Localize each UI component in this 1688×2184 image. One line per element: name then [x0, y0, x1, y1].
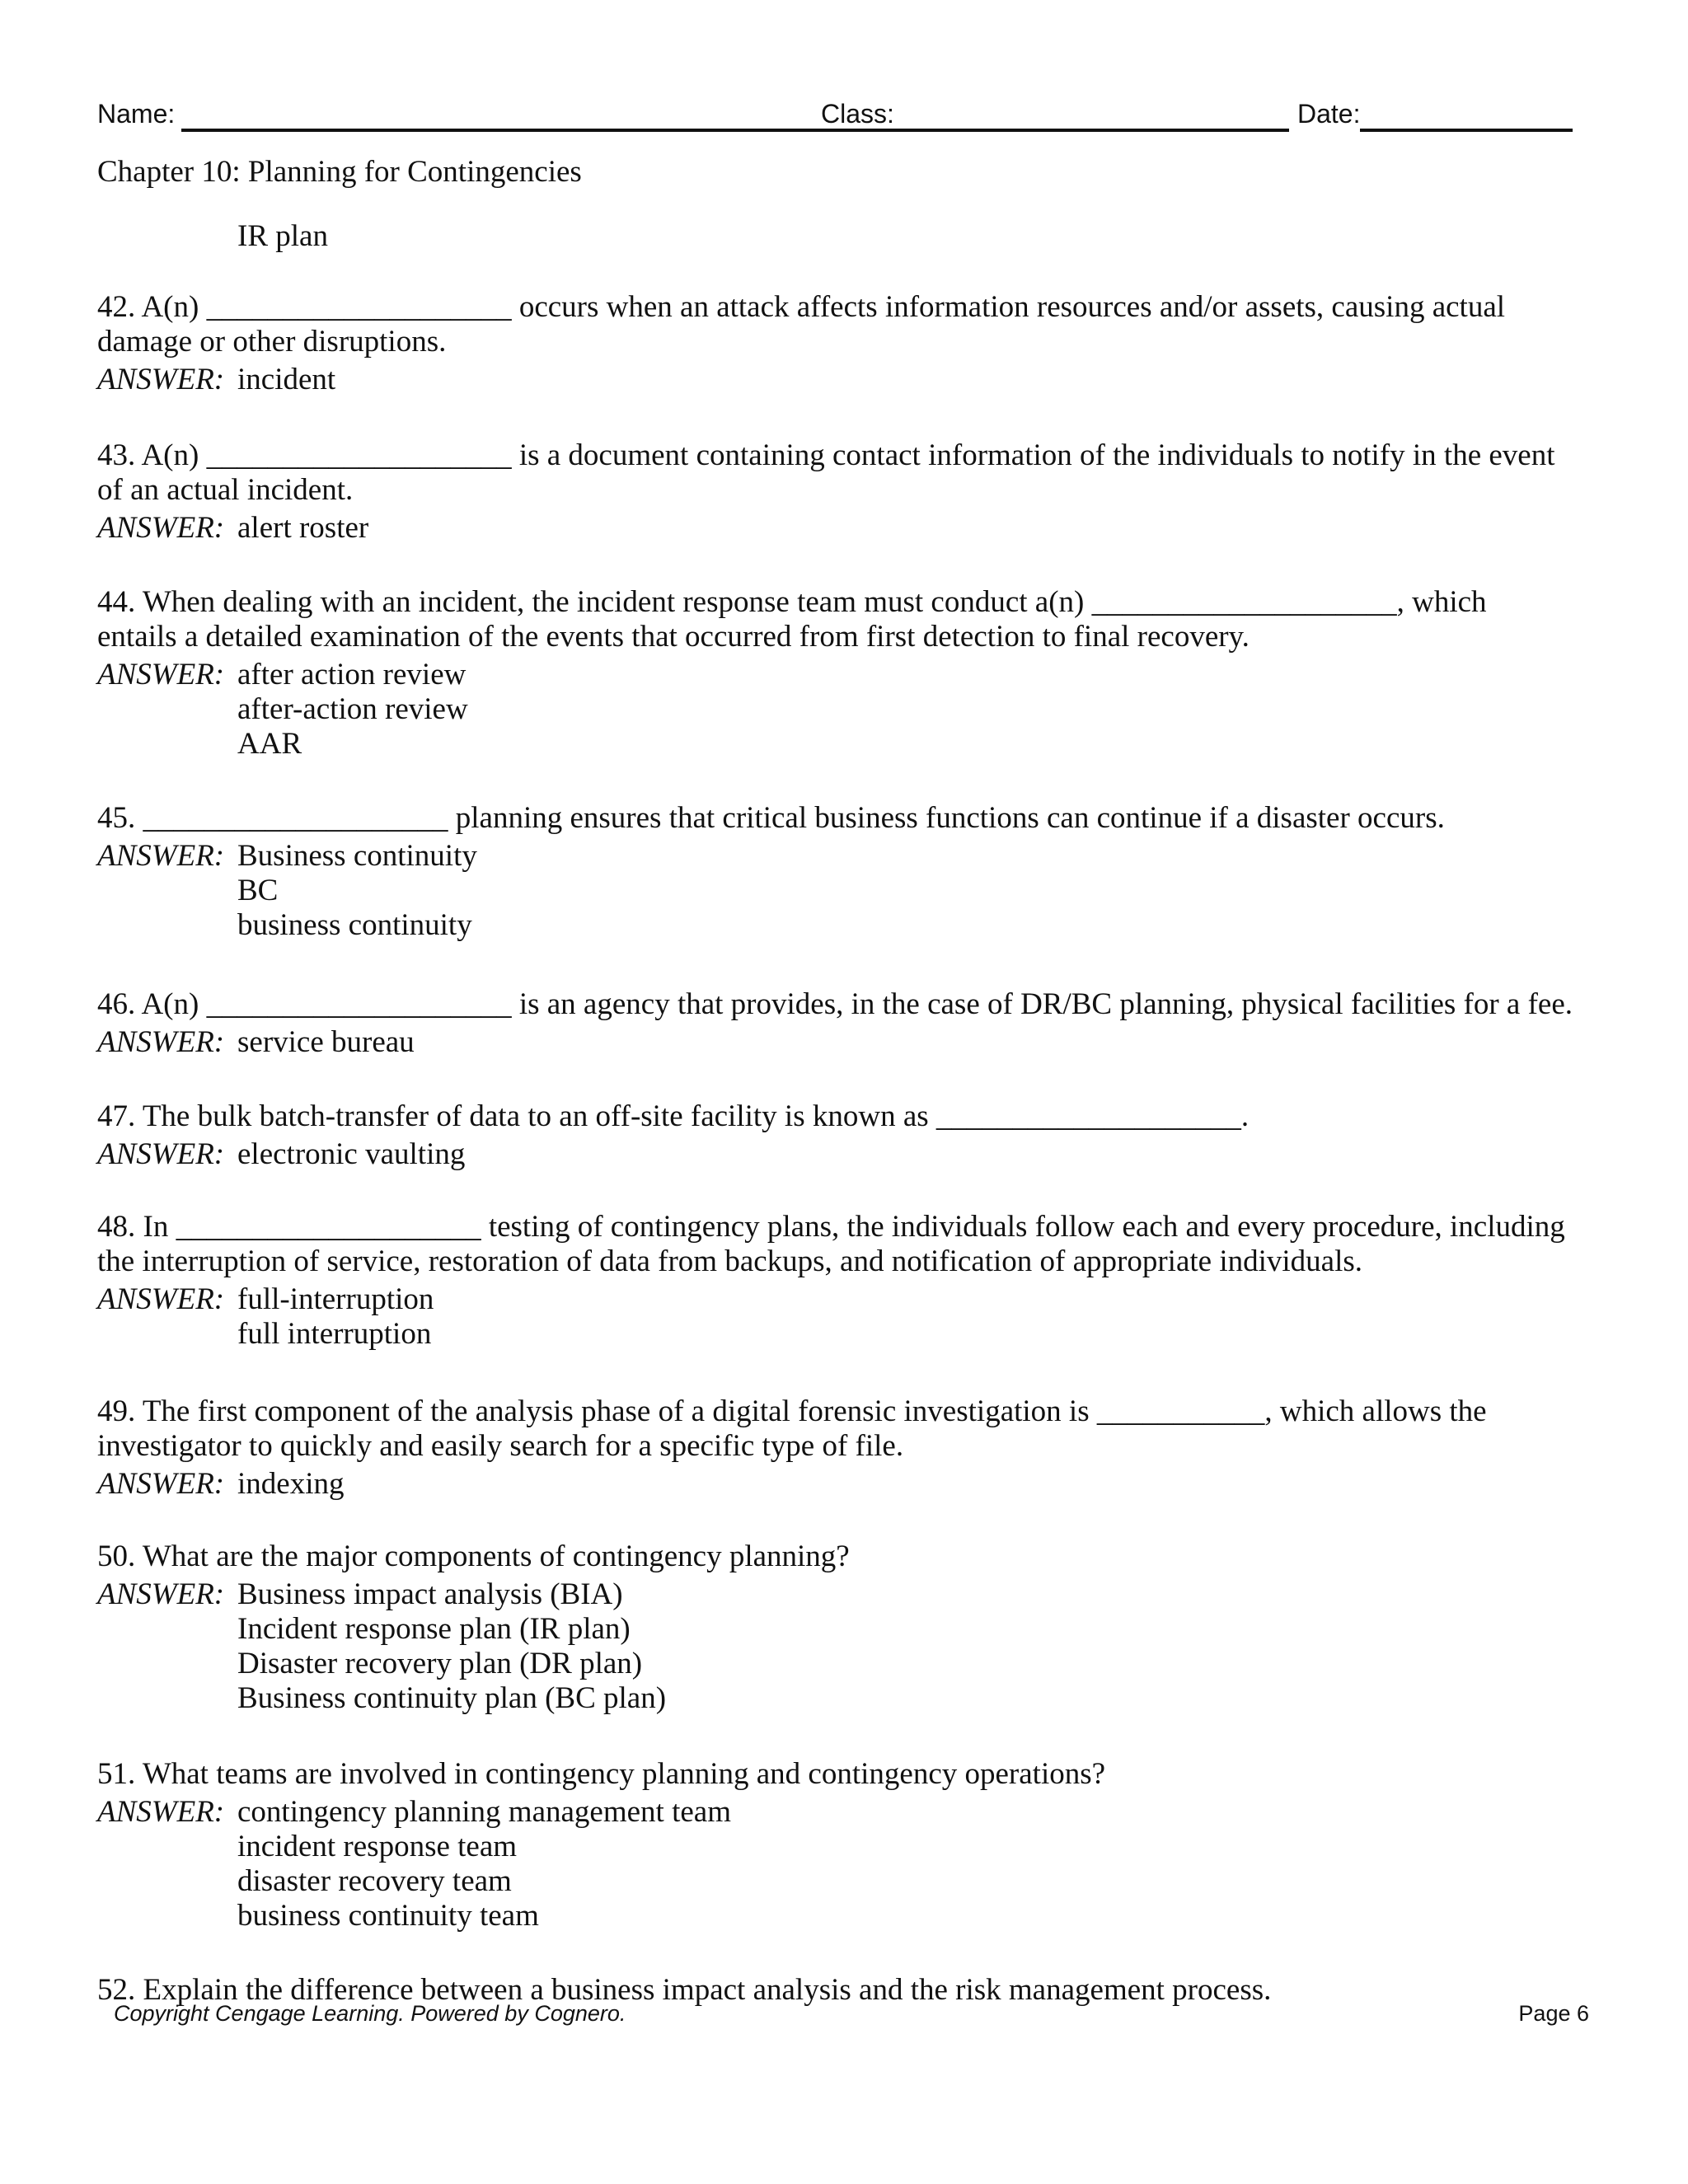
- name-field[interactable]: [181, 129, 907, 132]
- date-label: Date:: [1297, 99, 1361, 129]
- question-item: [97, 1394, 1573, 1502]
- answer-block: [97, 1025, 1573, 1060]
- answer-value: BC: [237, 874, 279, 907]
- answer-block: [97, 658, 1573, 762]
- question-text: 44. When dealing with an incident, the incident response team must conduct a(n) ____________________, which entails a detailed examination of the events that occurred from first detection to final recovery.: [97, 585, 1487, 654]
- question-text: 52. Explain the difference between a business impact analysis and the risk management process.: [97, 1973, 1272, 2007]
- answer-value: Disaster recovery plan (DR plan): [237, 1647, 643, 1680]
- answer-value: Business continuity: [237, 839, 477, 873]
- question-item: [97, 987, 1573, 1060]
- answer-values: [237, 1795, 731, 1933]
- answer-values: [237, 1282, 434, 1352]
- answer-label: ANSWER:: [97, 1025, 225, 1059]
- question-text: 51. What teams are involved in contingency planning and contingency operations?: [97, 1757, 1106, 1791]
- answer-values: [237, 1137, 465, 1172]
- page-footer: [114, 2001, 1589, 2034]
- question-text: 43. A(n) ____________________ is a document containing contact information of the individuals to notify in the event of an actual incident.: [97, 438, 1555, 507]
- answer-value: after action review: [237, 658, 467, 691]
- answer-label: ANSWER:: [97, 1577, 225, 1611]
- question-item: [97, 801, 1573, 943]
- question-text: 47. The bulk batch-transfer of data to an off-site facility is known as ____________________.: [97, 1099, 1250, 1133]
- answer-value: AAR: [237, 727, 302, 761]
- answer-value: service bureau: [237, 1025, 415, 1059]
- carryover-answer: IR plan: [237, 219, 328, 253]
- answer-block: [97, 363, 1573, 397]
- answer-label: ANSWER:: [97, 1282, 225, 1316]
- answer-value: alert roster: [237, 511, 369, 545]
- answer-value: after-action review: [237, 692, 468, 726]
- answer-value: disaster recovery team: [237, 1864, 512, 1898]
- question-item: [97, 290, 1573, 397]
- question-item: [97, 1540, 1573, 1716]
- date-field[interactable]: [1360, 129, 1573, 132]
- question-text: 49. The first component of the analysis phase of a digital forensic investigation is ___________, which allows the investigator to quickly and easily search for a specific type of file.: [97, 1394, 1487, 1463]
- worksheet-header: [97, 92, 1573, 134]
- question-text: 46. A(n) ____________________ is an agency that provides, in the case of DR/BC planning, physical facilities for a fee.: [97, 987, 1573, 1021]
- answer-value: business continuity team: [237, 1899, 539, 1933]
- answer-value: contingency planning management team: [237, 1795, 731, 1829]
- answer-label: ANSWER:: [97, 839, 225, 873]
- question-text: 45. ____________________ planning ensures that critical business functions can continue if a disaster occurs.: [97, 801, 1445, 835]
- question-text: 50. What are the major components of contingency planning?: [97, 1540, 850, 1573]
- answer-value: business continuity: [237, 908, 472, 942]
- question-item: [97, 438, 1573, 546]
- answer-label: ANSWER:: [97, 1795, 225, 1829]
- answer-values: [237, 658, 468, 762]
- answer-values: [237, 511, 368, 546]
- answer-values: [237, 1467, 344, 1502]
- answer-label: ANSWER:: [97, 1137, 225, 1171]
- answer-value: Business continuity plan (BC plan): [237, 1681, 667, 1715]
- question-text: 48. In ____________________ testing of contingency plans, the individuals follow each and every procedure, including the interruption of service, restoration of data from backups, and notification of appropriate individuals.: [97, 1210, 1565, 1278]
- answer-value: incident response team: [237, 1830, 518, 1863]
- answer-value: full interruption: [237, 1317, 432, 1351]
- answer-values: [237, 1577, 666, 1716]
- answer-block: [97, 1137, 1573, 1172]
- question-item: [97, 1210, 1573, 1352]
- answer-values: [237, 1025, 415, 1060]
- answer-value: indexing: [237, 1467, 345, 1501]
- class-field[interactable]: [895, 129, 1289, 132]
- question-item: [97, 1099, 1573, 1172]
- page-number: Page 6: [1518, 2001, 1589, 2026]
- chapter-title: Chapter 10: Planning for Contingencies: [97, 155, 582, 189]
- answer-value: incident: [237, 363, 336, 396]
- question-item: [97, 585, 1573, 762]
- answer-value: full-interruption: [237, 1282, 434, 1316]
- answer-value: electronic vaulting: [237, 1137, 466, 1171]
- answer-values: [237, 839, 477, 943]
- answer-block: [97, 1577, 1573, 1716]
- name-label: Name:: [97, 99, 176, 129]
- question-text: 42. A(n) ____________________ occurs when an attack affects information resources and/or assets, causing actual damage or other disruptions.: [97, 290, 1506, 359]
- answer-values: [237, 363, 335, 397]
- copyright-notice: Copyright Cengage Learning. Powered by Cognero.: [114, 2001, 626, 2026]
- class-label: Class:: [821, 99, 894, 129]
- answer-value: Business impact analysis (BIA): [237, 1577, 623, 1611]
- answer-block: [97, 511, 1573, 546]
- answer-label: ANSWER:: [97, 658, 225, 691]
- answer-label: ANSWER:: [97, 511, 225, 545]
- answer-block: [97, 839, 1573, 943]
- answer-block: [97, 1795, 1573, 1933]
- answer-label: ANSWER:: [97, 363, 225, 396]
- answer-block: [97, 1282, 1573, 1352]
- question-item: [97, 1757, 1573, 1933]
- answer-block: [97, 1467, 1573, 1502]
- answer-label: ANSWER:: [97, 1467, 225, 1501]
- answer-value: Incident response plan (IR plan): [237, 1612, 631, 1646]
